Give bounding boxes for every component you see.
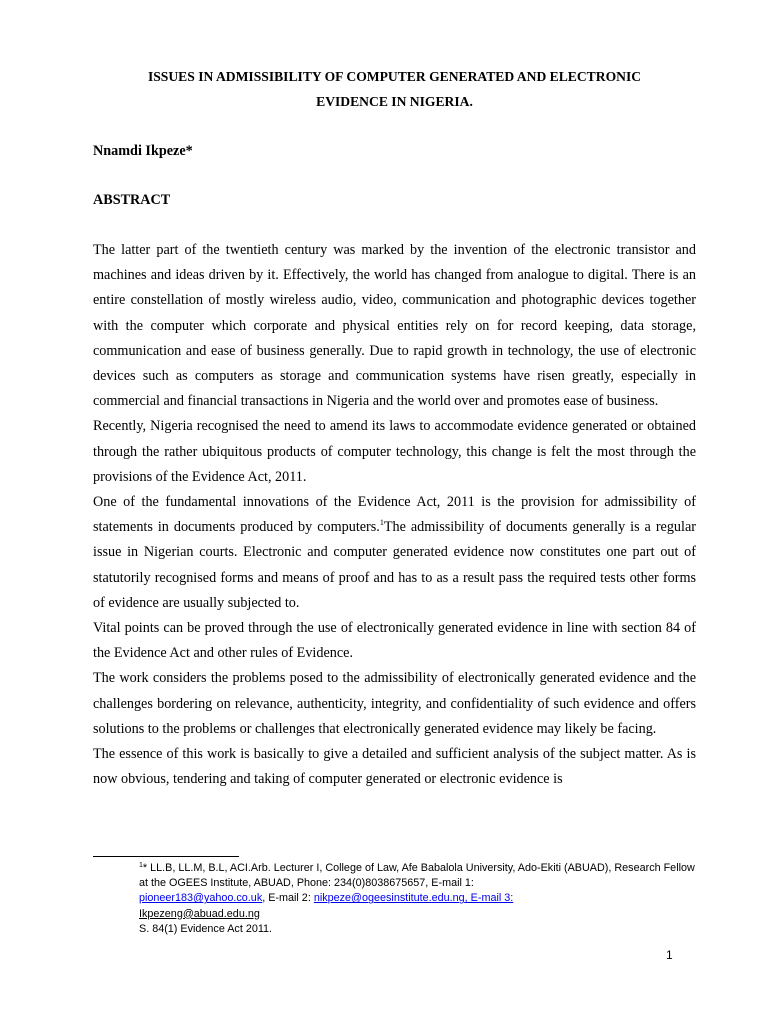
abstract-heading: ABSTRACT [93, 192, 171, 208]
footnote-2: S. 84(1) Evidence Act 2011. [139, 922, 273, 935]
email-link-2[interactable]: nikpeze@ogeesinstitute.edu.ng [313, 892, 465, 905]
footnote-marker: 1 [139, 862, 143, 869]
abstract-paragraph-5: The work considers the problems posed to the admissibility of electronically generated evidence and the challenges bordering on relevance, authenticity, integrity, and confidentiality of such evidence and offers solutions to the problems or challenges that electronically generated evidence may likely be facing. [93, 670, 696, 737]
abstract-paragraph-6: The essence of this work is basically to give a detailed and sufficient analysis of the subject matter. As is now obvious, tendering and taking of computer generated or electronic evidence is [93, 746, 696, 788]
paragraph-3-text-b: The admissibility of documents generally is a regular issue in Nigerian courts. Electronic and computer generated evidence now constitutes one part out of statutorily recognised forms and means of proof and has to as a result pass the required tests other forms of evidence are usually subjected to. [93, 519, 696, 611]
page-number: 1 [666, 948, 673, 962]
email-link-1[interactable]: pioneer183@yahoo.co.uk [139, 892, 263, 905]
email-separator-2[interactable]: , E-mail 3: [464, 892, 514, 905]
paragraph-3-text-a: One of the fundamental innovations of the Evidence Act, 2011 is the provision for admissibility of statements in documents produced by computers. [93, 494, 696, 536]
footnote-1-text: * LL.B, LL.M, B.L, ACI.Arb. Lecturer I, College of Law, Afe Babalola University, Ado-Ekiti (ABUAD), Research Fellow at the OGEES Institute, ABUAD, Phone: 234(0)8038675657, E-mail 1: [139, 862, 695, 890]
email-separator-1: , E-mail 2: [262, 892, 314, 905]
footnote-reference-1[interactable]: 1 [379, 518, 384, 528]
document-title [93, 64, 696, 114]
footnote-separator [93, 856, 239, 857]
abstract-paragraph-3 [93, 490, 696, 616]
footnote-1 [139, 861, 699, 922]
abstract-paragraph-4: Vital points can be proved through the use of electronically generated evidence in line with section 84 of the Evidence Act and other rules of Evidence. [93, 620, 696, 662]
author-name: Nnamdi Ikpeze* [93, 143, 193, 159]
abstract-body [93, 238, 696, 792]
email-link-3[interactable]: Ikpezeng@abuad.edu.ng [139, 907, 260, 920]
title-line-1: ISSUES IN ADMISSIBILITY OF COMPUTER GENERATED AND ELECTRONIC [147, 69, 642, 84]
footnotes [139, 861, 699, 937]
abstract-paragraph-2: Recently, Nigeria recognised the need to amend its laws to accommodate evidence generated or obtained through the rather ubiquitous products of computer technology, this change is felt the most through the provisions of the Evidence Act, 2011. [93, 418, 696, 485]
abstract-paragraph-1: The latter part of the twentieth century was marked by the invention of the electronic transistor and machines and ideas driven by it. Effectively, the world has changed from analogue to digital. There is an entire constellation of mostly wireless audio, video, communication and photographic devices together with the computer which corporate and physical entities rely on for record keeping, data storage, communication and ease of business generally. Due to rapid growth in technology, the use of electronic devices such as computers as storage and communication systems have risen greatly, especially in commercial and financial transactions in Nigeria and the world over and promotes ease of business. [93, 242, 696, 410]
title-line-2: EVIDENCE IN NIGERIA. [316, 94, 473, 109]
